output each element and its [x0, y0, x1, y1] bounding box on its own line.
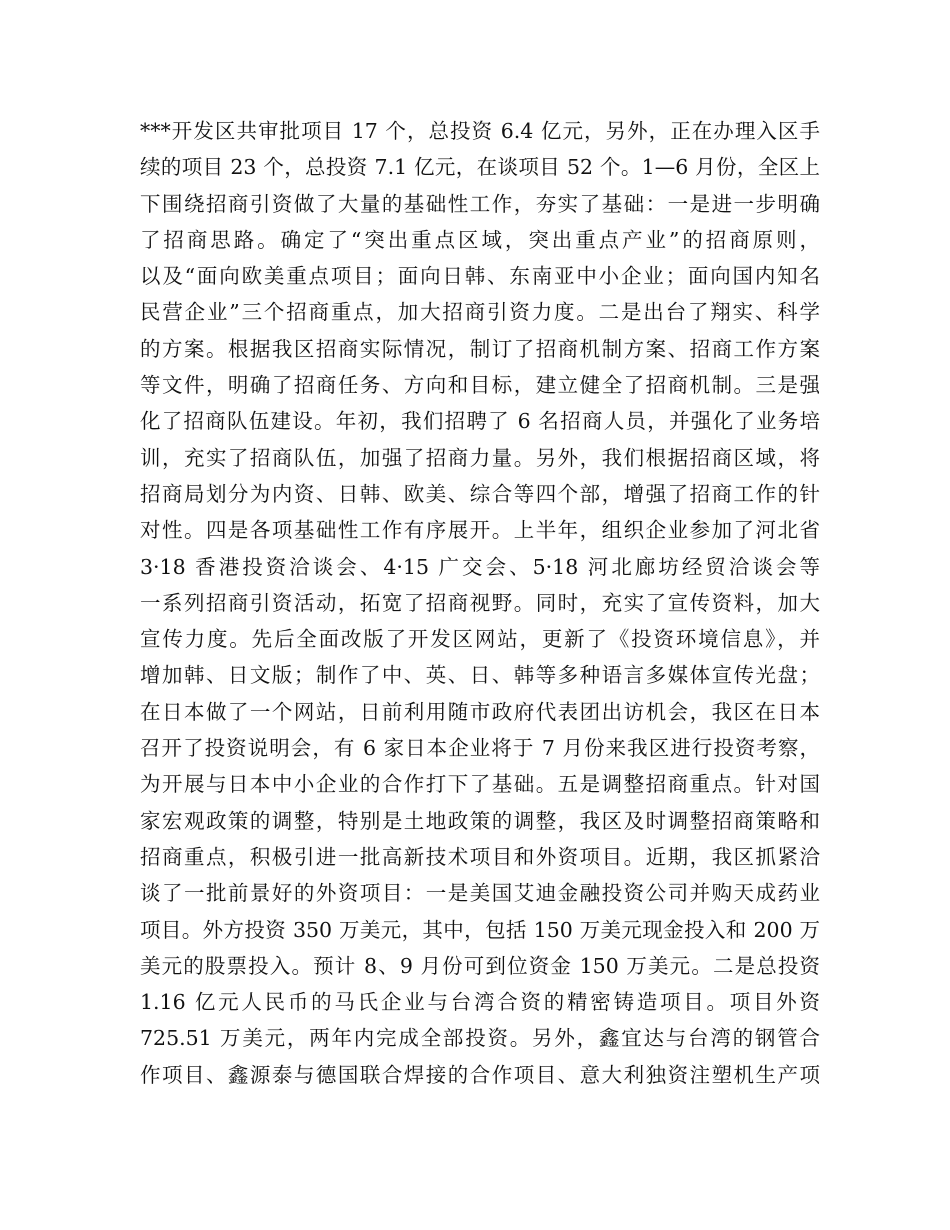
paragraph-line: 项目。外方投资 350 万美元，其中，包括 150 万美元现金投入和 200 万 [140, 917, 820, 942]
paragraph-line: 的方案。根据我区招商实际情况，制订了招商机制方案、招商工作方案 [140, 336, 820, 361]
paragraph-line: 作项目、鑫源泰与德国联合焊接的合作项目、意大利独资注塑机生产项 [140, 1062, 820, 1087]
paragraph-line: 为开展与日本中小企业的合作打下了基础。五是调整招商重点。针对国 [140, 772, 820, 797]
paragraph-line: 725.51 万美元，两年内完成全部投资。另外，鑫宜达与台湾的钢管合 [140, 1026, 820, 1051]
paragraph-line: 1.16 亿元人民币的马氏企业与台湾合资的精密铸造项目。项目外资 [140, 990, 820, 1015]
paragraph-line: 宣传力度。先后全面改版了开发区网站，更新了《投资环境信息》，并 [140, 627, 820, 652]
paragraph-line: 美元的股票投入。预计 8、9 月份可到位资金 150 万美元。二是总投资 [140, 953, 820, 978]
paragraph-line: 增加韩、日文版；制作了中、英、日、韩等多种语言多媒体宣传光盘； [140, 663, 820, 688]
paragraph-line: 一系列招商引资活动，拓宽了招商视野。同时，充实了宣传资料，加大 [140, 590, 820, 615]
paragraph-line: ***开发区共审批项目 17 个，总投资 6.4 亿元，另外，正在办理入区手 [140, 119, 820, 143]
body-paragraph [140, 113, 820, 1093]
paragraph-line: 了招商思路。确定了“突出重点区域，突出重点产业”的招商原则， [140, 227, 820, 252]
paragraph-line: 续的项目 23 个，总投资 7.1 亿元，在谈项目 52 个。1—6 月份，全区上 [140, 155, 820, 180]
paragraph-line: 3·18 香港投资洽谈会、4·15 广交会、5·18 河北廊坊经贸洽谈会等 [140, 554, 820, 579]
paragraph-line: 训，充实了招商队伍，加强了招商力量。另外，我们根据招商区域，将 [140, 445, 820, 470]
paragraph-line: 等文件，明确了招商任务、方向和目标，建立健全了招商机制。三是强 [140, 373, 820, 398]
paragraph-line: 对性。四是各项基础性工作有序展开。上半年，组织企业参加了河北省 [140, 518, 820, 543]
paragraph-line: 民营企业”三个招商重点，加大招商引资力度。二是出台了翔实、科学 [140, 300, 820, 325]
paragraph-line: 招商局划分为内资、日韩、欧美、综合等四个部，增强了招商工作的针 [140, 481, 820, 506]
paragraph-line: 家宏观政策的调整，特别是土地政策的调整，我区及时调整招商策略和 [140, 808, 820, 833]
paragraph-line: 下围绕招商引资做了大量的基础性工作，夯实了基础：一是进一步明确 [140, 191, 820, 216]
paragraph-line: 招商重点，积极引进一批高新技术项目和外资项目。近期，我区抓紧洽 [140, 844, 820, 869]
paragraph-line: 谈了一批前景好的外资项目：一是美国艾迪金融投资公司并购天成药业 [140, 881, 820, 906]
paragraph-line: 化了招商队伍建设。年初，我们招聘了 6 名招商人员，并强化了业务培 [140, 409, 820, 434]
paragraph-line: 在日本做了一个网站，日前利用随市政府代表团出访机会，我区在日本 [140, 699, 820, 724]
paragraph-line: 召开了投资说明会，有 6 家日本企业将于 7 月份来我区进行投资考察， [140, 736, 820, 761]
paragraph-line: 以及“面向欧美重点项目；面向日韩、东南亚中小企业；面向国内知名 [140, 264, 820, 289]
